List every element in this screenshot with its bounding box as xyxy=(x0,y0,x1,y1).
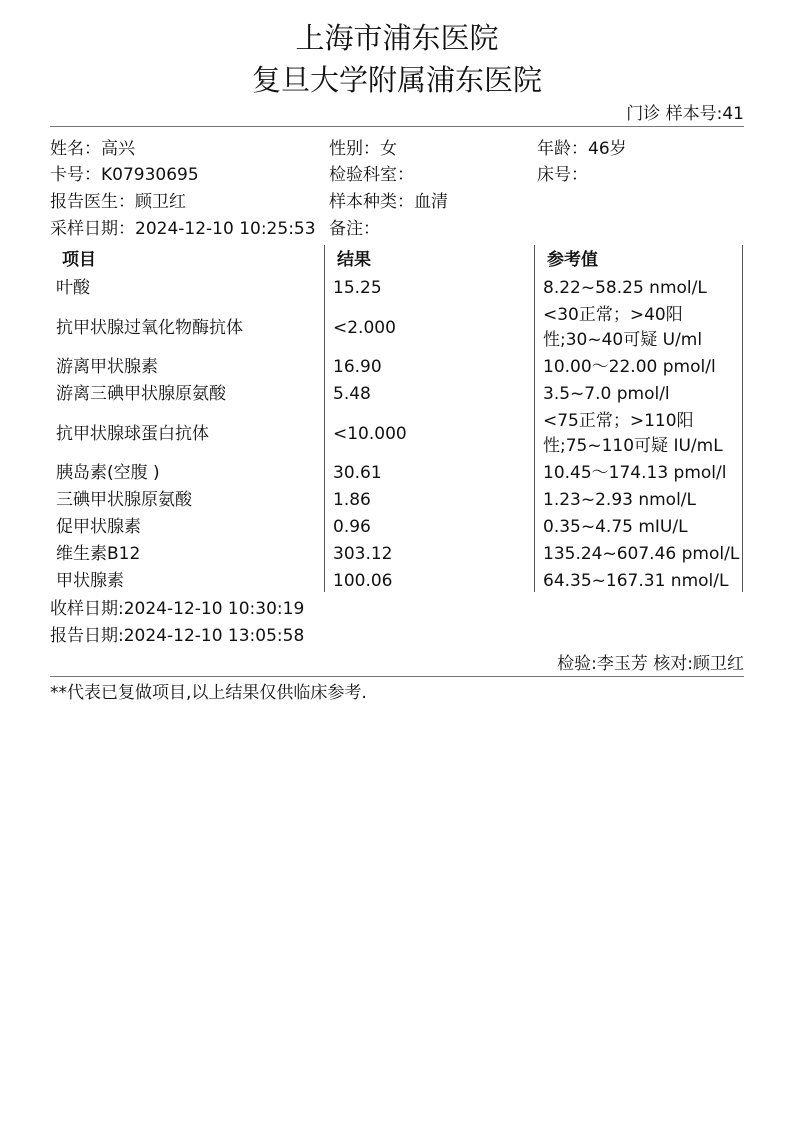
table-row-result: <10.000 xyxy=(333,424,407,444)
table-row-result: 5.48 xyxy=(333,384,371,404)
table-row-reference-line2: 性;75~110可疑 IU/mL xyxy=(543,436,723,456)
patient-card-number: 卡号：K07930695 xyxy=(50,165,199,185)
table-row-result: 0.96 xyxy=(333,517,371,537)
table-row-result: <2.000 xyxy=(333,318,396,338)
report-doctor: 报告医生：顾卫红 xyxy=(50,192,186,212)
column-divider xyxy=(742,245,743,592)
table-row-reference: 3.5~7.0 pmol/l xyxy=(543,384,670,404)
table-row-result: 30.61 xyxy=(333,463,382,483)
patient-age: 年龄：46岁 xyxy=(537,139,627,159)
table-row-item: 三碘甲状腺原氨酸 xyxy=(56,490,192,510)
table-row-result: 16.90 xyxy=(333,357,382,377)
table-row-result: 15.25 xyxy=(333,278,382,298)
hospital-name: 上海市浦东医院 xyxy=(295,21,499,55)
table-row-item: 游离甲状腺素 xyxy=(56,357,158,377)
table-row-result: 100.06 xyxy=(333,571,393,591)
table-row-item: 促甲状腺素 xyxy=(56,517,141,537)
report-date: 报告日期:2024-12-10 13:05:58 xyxy=(50,626,305,646)
header-item: 项目 xyxy=(62,250,96,270)
table-row-result: 303.12 xyxy=(333,544,393,564)
lab-department: 检验科室： xyxy=(329,165,414,185)
table-row-reference: 1.23~2.93 nmol/L xyxy=(543,490,697,510)
receive-date: 收样日期:2024-12-10 10:30:19 xyxy=(50,599,305,619)
table-row-reference: 64.35~167.31 nmol/L xyxy=(543,571,729,591)
table-row-reference: <75正常；>110阳 xyxy=(543,411,694,431)
column-divider xyxy=(324,245,325,592)
table-row-item: 甲状腺素 xyxy=(56,571,124,591)
table-row-reference: 8.22~58.25 nmol/L xyxy=(543,278,707,298)
table-row-item: 维生素B12 xyxy=(56,544,141,564)
bed-number: 床号： xyxy=(537,165,588,185)
table-row-reference: 135.24~607.46 pmol/L xyxy=(543,544,740,564)
table-row-item: 抗甲状腺过氧化物酶抗体 xyxy=(56,318,243,338)
signatures: 检验:李玉芳 核对:顾卫红 xyxy=(557,654,744,674)
header-divider xyxy=(50,126,744,127)
table-row-result: 1.86 xyxy=(333,490,371,510)
table-row-reference: <30正常；>40阳 xyxy=(543,305,683,325)
table-row-reference: 0.35~4.75 mIU/L xyxy=(543,517,688,537)
header-result: 结果 xyxy=(337,250,371,270)
collection-date: 采样日期：2024-12-10 10:25:53 xyxy=(50,219,316,239)
header-reference: 参考值 xyxy=(547,250,598,270)
table-row-reference: 10.00～22.00 pmol/l xyxy=(543,357,716,377)
sample-type: 样本种类：血清 xyxy=(329,192,448,212)
clinic-sample-number: 门诊 样本号:41 xyxy=(626,104,744,124)
patient-gender: 性别：女 xyxy=(329,139,397,159)
hospital-affiliation: 复旦大学附属浦东医院 xyxy=(251,63,542,97)
column-divider xyxy=(534,245,535,592)
footer-divider xyxy=(50,676,744,677)
table-row-reference: 10.45～174.13 pmol/l xyxy=(543,463,727,483)
patient-name: 姓名：高兴 xyxy=(50,139,135,159)
table-row-reference-line2: 性;30~40可疑 U/ml xyxy=(543,330,703,350)
table-row-item: 游离三碘甲状腺原氨酸 xyxy=(56,384,226,404)
disclaimer-note: **代表已复做项目,以上结果仅供临床参考. xyxy=(50,683,367,703)
remark: 备注： xyxy=(329,219,380,239)
table-row-item: 抗甲状腺球蛋白抗体 xyxy=(56,424,209,444)
table-row-item: 胰岛素(空腹 ) xyxy=(56,463,160,483)
table-row-item: 叶酸 xyxy=(56,278,90,298)
